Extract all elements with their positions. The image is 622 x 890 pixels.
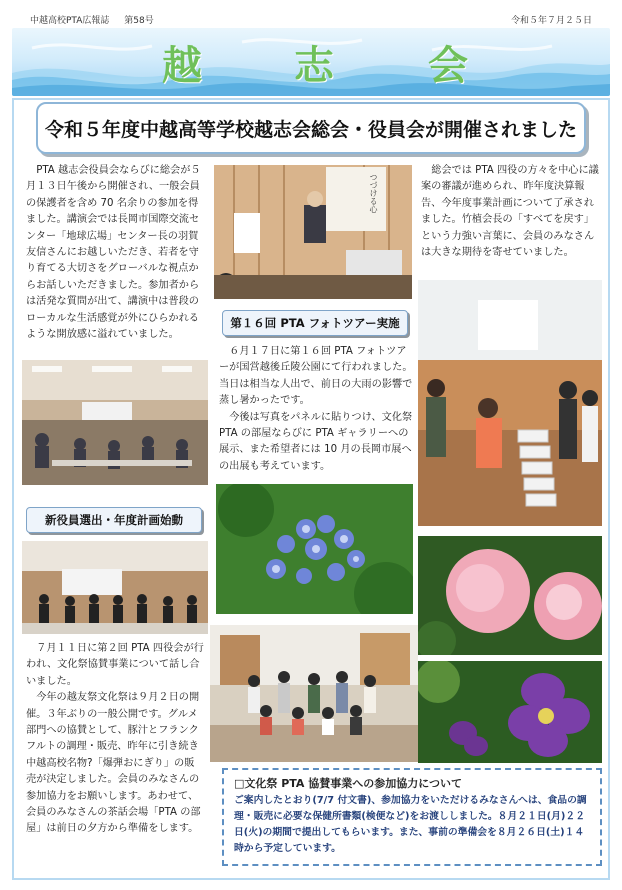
issue-number: 第58号: [124, 16, 154, 26]
title-char-3: 会: [428, 42, 468, 89]
photo-gallery-visit: [418, 280, 602, 526]
col1-paragraph-1: PTA 越志会役員会ならびに総会が５月１３日午後から開催され、一般会員の保護者を含め 70 名余りの参加を得ました。講演会では長岡市国際交流センター「地球広場」センター長の羽賀友信さんにお越しいただき、若者を守り育てる大切さをグローバルな視点からお話しいただきました。参加者からは活発な質問が出て、講演中は普段のローカルな生活感覚が外にひらかれるような開放感に溢れていました。: [26, 165, 201, 341]
photo-officers-meeting: [22, 541, 208, 634]
photo-tour-heading: 第１６回 PTA フォトツアー実施: [222, 310, 408, 336]
group-image: [210, 625, 418, 762]
col1-paragraph-2: ７月１１日に第２回 PTA 四役会が行われ、文化祭協賛事業について話し合いました。: [26, 643, 204, 687]
photo-lecture: [214, 165, 412, 299]
masthead-line: [30, 13, 592, 27]
bulletin-name: 中越高校PTA広報誌: [30, 16, 110, 26]
gallery-visit-image: [418, 280, 602, 526]
photo-hydrangea: [216, 484, 413, 614]
col2-article: [219, 344, 414, 475]
col1-lower-article: [26, 641, 204, 838]
col2-paragraph-1: ６月１７日に第１６回 PTA フォトツアーが国営越後丘陵公園にて行われました。当日は相当な人出で、前日の大雨の影響で蒸し暑かったです。: [219, 346, 413, 407]
photo-group: [210, 625, 418, 762]
main-headline: 令和５年度中越高等学校越志会総会・役員会が開催されました: [36, 102, 586, 154]
lecture-image: [214, 165, 412, 299]
title-banner: [12, 28, 610, 96]
title-char-1: 越: [162, 42, 202, 89]
banner-title: [12, 34, 610, 90]
photo-purple-flower: [418, 661, 602, 763]
notice-title: □文化祭 PTA 協賛事業への参加協力について: [234, 777, 463, 790]
col2-paragraph-2: 今後は写真をパネルに貼りつけ、文化祭 PTA の部屋ならびに PTA ギャラリーへの展示、また希望者には 10 月の長岡市展への出展も考えています。: [219, 411, 413, 472]
photo-roses: [418, 536, 602, 655]
notice-body: ご案内したとおり(7/7 付文書)、参加協力をいただけるみなさんへは、食品の調理・販売に必要な保健所書類(検便など)をお渡ししました。８月２１日(月)２２日(火)の期間で提出してもらいます。また、事前の準備会を８月２６日(土)１４時から予定しています。: [234, 795, 587, 854]
notice-box: [222, 768, 602, 866]
purple-flower-image: [418, 661, 602, 763]
officers-meeting-image: [22, 541, 208, 634]
photo-assembly-hall: [22, 360, 208, 485]
lecture-banner-text: つづける心: [369, 173, 378, 213]
col1-article: [26, 163, 204, 343]
officer-election-heading: 新役員選出・年度計画始動: [26, 507, 202, 533]
issue-date: 令和５年７月２５日: [510, 16, 592, 26]
roses-image: [418, 536, 602, 655]
col3-paragraph-1: 総会では PTA 四役の方々を中心に議案の審議が進められ、昨年度決算報告、今年度事業計画について了承されました。竹植会長の「すべてを戻す」という力強い言葉に、会員のみなさんは大きな期待を寄せていました。: [421, 165, 599, 259]
col3-article: [421, 163, 602, 261]
assembly-hall-image: [22, 360, 208, 485]
hydrangea-image: [216, 484, 413, 614]
masthead-left: [30, 13, 166, 26]
col1-paragraph-3: 今年の越友祭文化祭は９月２日の開催。３年ぶりの一般公開です。グルメ部門への協賛として、豚汁とフランクフルトの調理・販売、昨年に引き続き中越高校名物?「爆弾おにぎり」の販売が決定しました。会員のみなさんの参加協力をお願いします。あわせて、会員のみなさんの茶話会場「PTA の部屋」は前日の夕方から準備をします。: [26, 692, 201, 835]
title-char-2: 志: [294, 42, 334, 89]
